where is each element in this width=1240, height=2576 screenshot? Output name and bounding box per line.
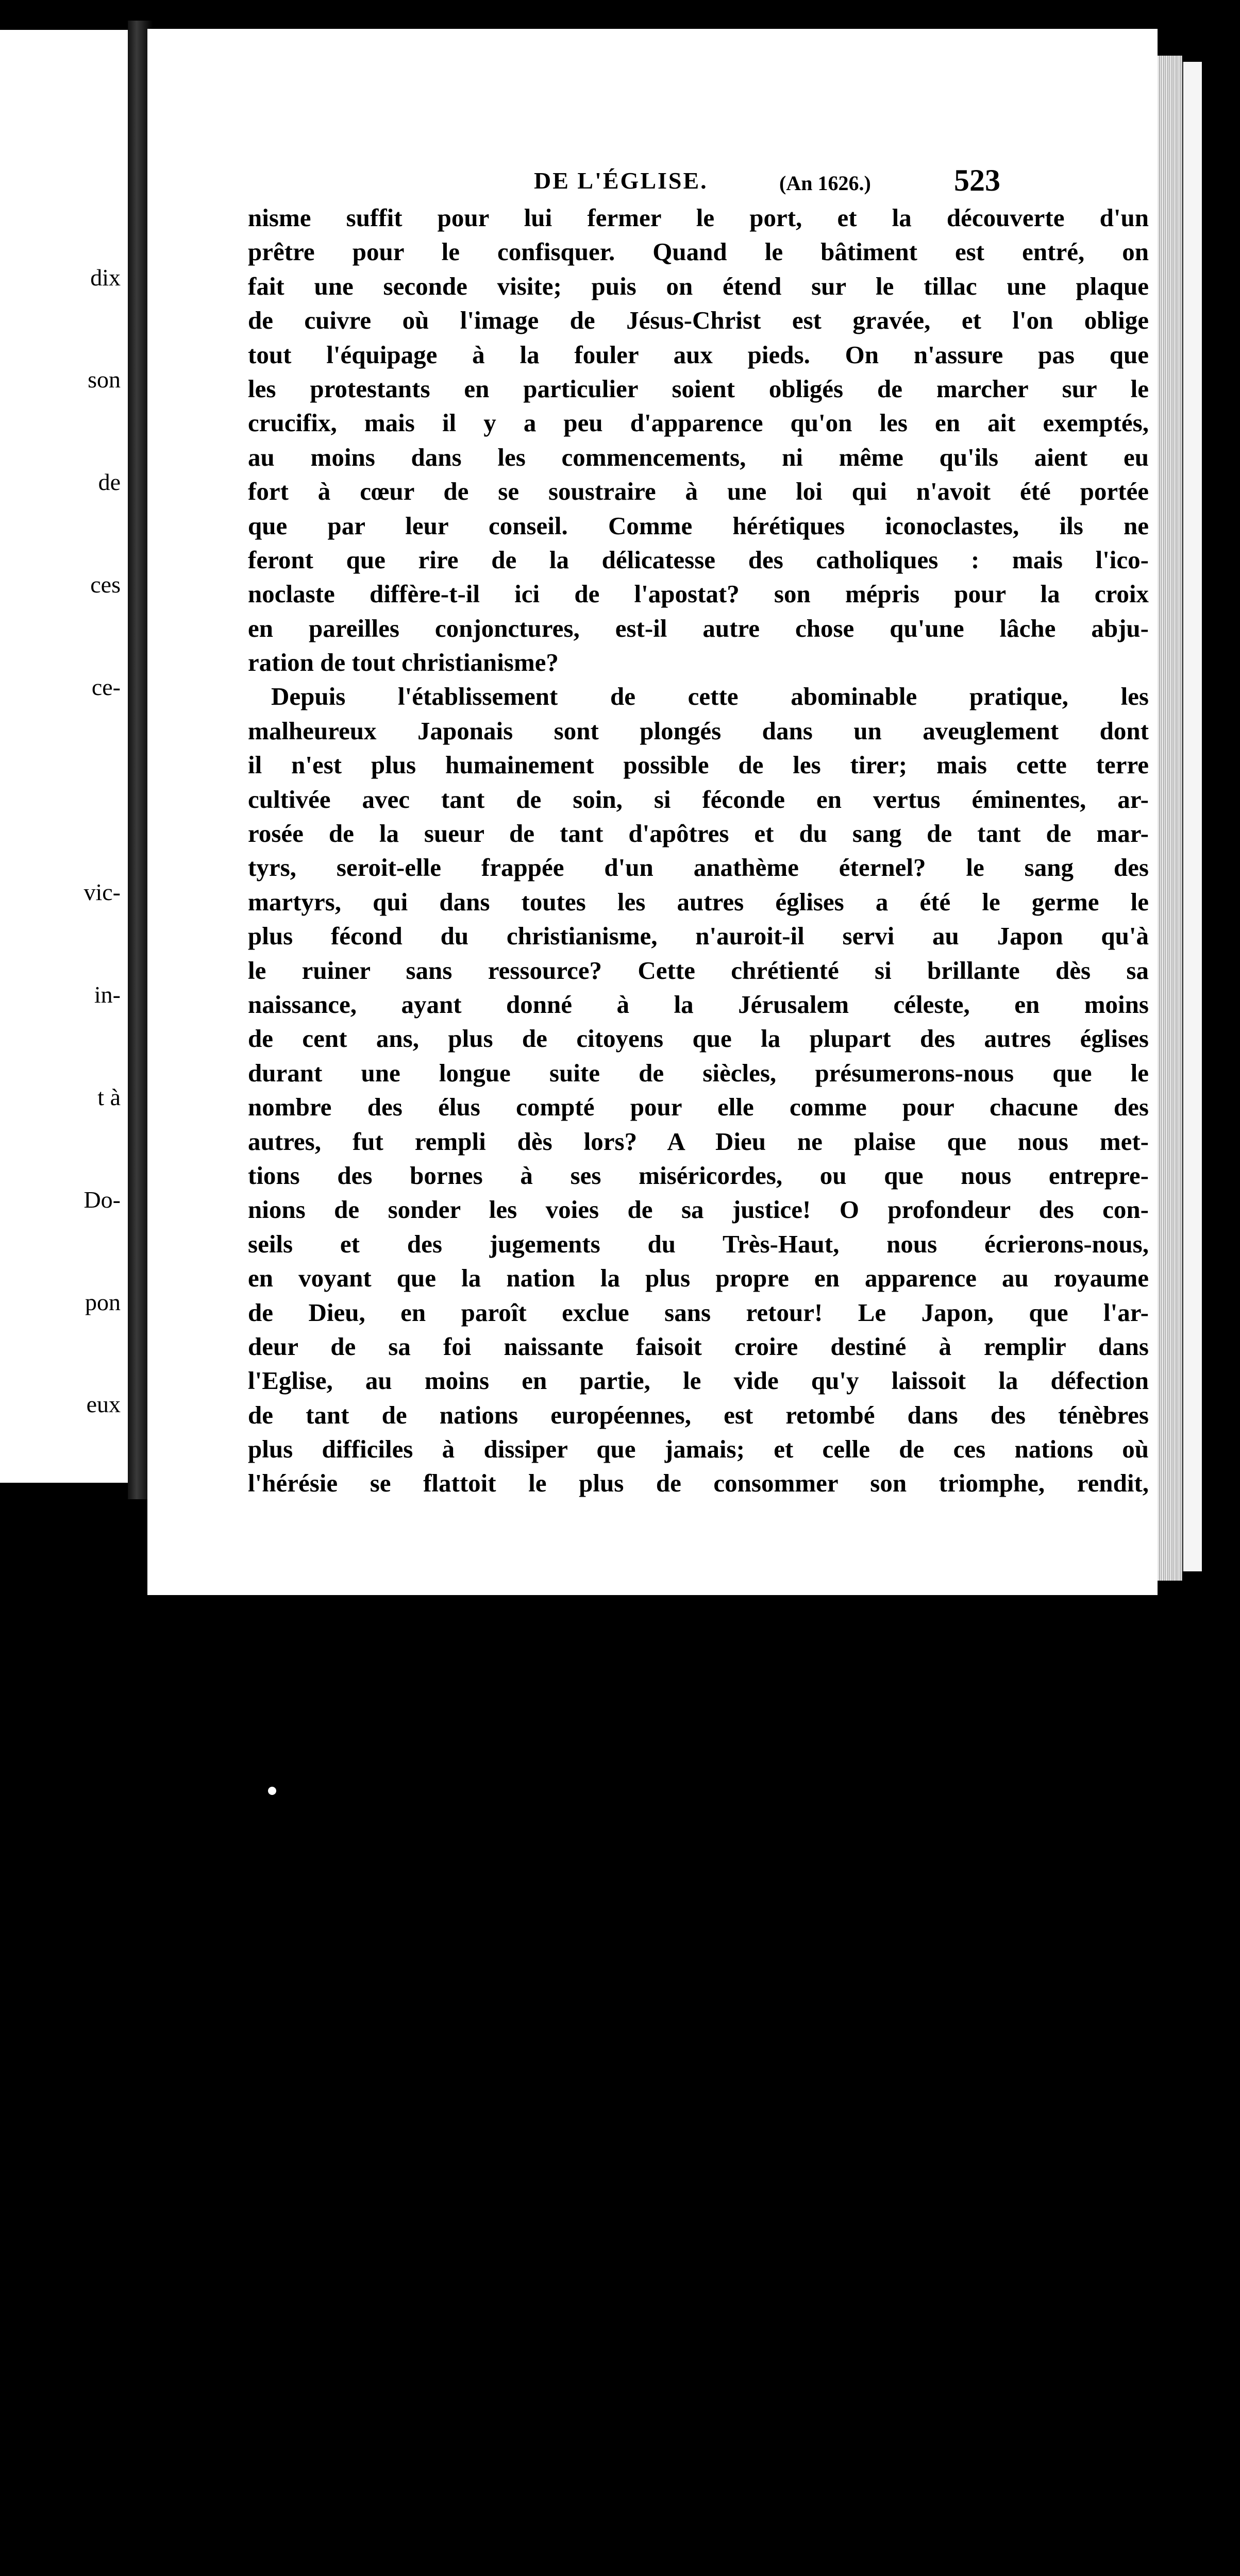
- paragraph-start-line: Depuis l'établissement de cette abominable pratique, les: [271, 682, 1149, 711]
- text-line: de cuivre où l'image de Jésus-Christ est gravée, et l'on oblige: [248, 306, 1149, 335]
- text-line: seils et des jugements du Très-Haut, nous écrierons-nous,: [248, 1229, 1149, 1258]
- text-line: nisme suffit pour lui fermer le port, et la découverte d'un: [248, 204, 1149, 232]
- text-line: malheureux Japonais sont plongés dans un aveuglement dont: [248, 716, 1149, 745]
- fragment-line: pon: [85, 1289, 121, 1315]
- fragment-line: [68, 773, 121, 807]
- text-line: que par leur conseil. Comme hérétiques iconoclastes, ils ne: [248, 511, 1149, 540]
- previous-page-fragment: [0, 30, 131, 2545]
- page-stack-outer-edge: [1182, 62, 1202, 1571]
- text-line: crucifix, mais il y a peu d'apparence qu'on les en ait exemptés,: [248, 409, 1149, 437]
- fragment-line: Do-: [83, 1186, 121, 1213]
- text-line: deur de sa foi naissante faisoit croire destiné à remplir dans: [248, 1332, 1149, 1361]
- fragment-line: aris-: [78, 1903, 121, 1930]
- fragment-line: gé-: [90, 1596, 121, 1623]
- text-line: au moins dans les commencements, ni même qu'ils aient eu: [248, 443, 1149, 471]
- fragment-line: a re-: [78, 2108, 121, 2135]
- text-line: en voyant que la nation la plus propre en apparence au royaume: [248, 1264, 1149, 1293]
- fragment-line: dix: [90, 264, 121, 291]
- previous-page-line-fragments: [68, 192, 121, 2576]
- text-line: nombre des élus compté pour elle comme pour chacune des: [248, 1093, 1149, 1122]
- text-line: martyrs, qui dans toutes les autres églises a été le germe le: [248, 887, 1149, 916]
- text-line: tout l'équipage à la fouler aux pieds. On n'assure pas que: [248, 340, 1149, 369]
- text-line: les protestants en particulier soient obligés de marcher sur le: [248, 374, 1149, 403]
- text-line: autres, fut rempli dès lors? A Dieu ne plaise que nous met-: [248, 1127, 1149, 1156]
- text-line: en pareilles conjonctures, est-il autre chose qu'une lâche abju-: [248, 614, 1149, 642]
- book-page: [147, 29, 1158, 1595]
- fragment-line: de: [98, 469, 121, 496]
- fragment-line: vic-: [83, 878, 121, 905]
- text-line: il n'est plus humainement possible de les tirer; mais cette terre: [248, 751, 1149, 779]
- text-line: prêtre pour le confisquer. Quand le bâtiment est entré, on: [248, 238, 1149, 266]
- fragment-line: ces: [90, 571, 121, 598]
- text-line: nions de sonder les voies de sa justice! O profondeur des con-: [248, 1195, 1149, 1224]
- fragment-line: uré-: [82, 2211, 121, 2238]
- text-line: feront que rire de la délicatesse des catholiques : mais l'ico-: [248, 545, 1149, 574]
- text-line: plus difficiles à dissiper que jamais; et celle de ces nations où: [248, 1435, 1149, 1464]
- text-line: plus fécond du christianisme, n'auroit-il servi au Japon qu'à: [248, 922, 1149, 951]
- text-line: l'hérésie se flattoit le plus de consommer son triomphe, rendit,: [248, 1469, 1149, 1498]
- text-line: de Dieu, en paroît exclue sans retour! Le Japon, que l'ar-: [248, 1298, 1149, 1327]
- body-text: [248, 201, 1149, 1501]
- page-number: 523: [954, 163, 1000, 197]
- text-line: durant une longue suite de siècles, présumerons-nous que le: [248, 1058, 1149, 1087]
- page-stack-edge: [1158, 56, 1182, 1581]
- fragment-line: uro-: [81, 2518, 121, 2545]
- text-line: de cent ans, plus de citoyens que la plupart des autres églises: [248, 1024, 1149, 1053]
- text-line: naissance, ayant donné à la Jérusalem céleste, en moins: [248, 990, 1149, 1019]
- fragment-line: ou-: [89, 1801, 121, 1827]
- fragment-line: chez: [77, 2416, 121, 2443]
- fragment-line: eurs: [81, 1494, 121, 1520]
- text-line: tions des bornes à ses miséricordes, ou que nous entrepre-: [248, 1161, 1149, 1190]
- fragment-line: ce-: [91, 674, 121, 701]
- text-line: noclaste diffère-t-il ici de l'apostat? son mépris pour la croix: [248, 580, 1149, 608]
- text-line: l'Eglise, au moins en partie, le vide qu'y laissoit la défection: [248, 1366, 1149, 1395]
- text-line: fort à cœur de se soustraire à une loi qui n'avoit été portée: [248, 477, 1149, 506]
- text-line: rosée de la sueur de tant d'apôtres et du sang de tant de mar-: [248, 819, 1149, 848]
- fragment-line: t à: [97, 1083, 121, 1110]
- fragment-line: eux: [86, 1391, 121, 1418]
- running-title: DE L'ÉGLISE.: [534, 167, 708, 194]
- fragment-line: este: [83, 1699, 121, 1725]
- year-note: (An 1626.): [779, 172, 871, 195]
- paragraph-end-line: ration de tout christianisme?: [248, 648, 559, 677]
- text-line: tyrs, seroit-elle frappée d'un anathème éternel? le sang des: [248, 853, 1149, 882]
- fragment-line: in-: [94, 981, 121, 1008]
- text-line: fait une seconde visite; puis on étend sur le tillac une plaque: [248, 272, 1149, 300]
- text-line: de tant de nations européennes, est retombé dans des ténèbres: [248, 1400, 1149, 1429]
- text-line: cultivée avec tant de soin, si féconde en vertus éminentes, ar-: [248, 785, 1149, 814]
- text-line: le ruiner sans ressource? Cette chrétienté si brillante dès sa: [248, 956, 1149, 985]
- fragment-line: i , à: [86, 2006, 121, 2032]
- page-header: [147, 163, 1158, 203]
- fragment-line: son: [88, 366, 121, 393]
- scan-artifact-mark: [268, 1787, 276, 1795]
- fragment-line: aints: [76, 2313, 121, 2340]
